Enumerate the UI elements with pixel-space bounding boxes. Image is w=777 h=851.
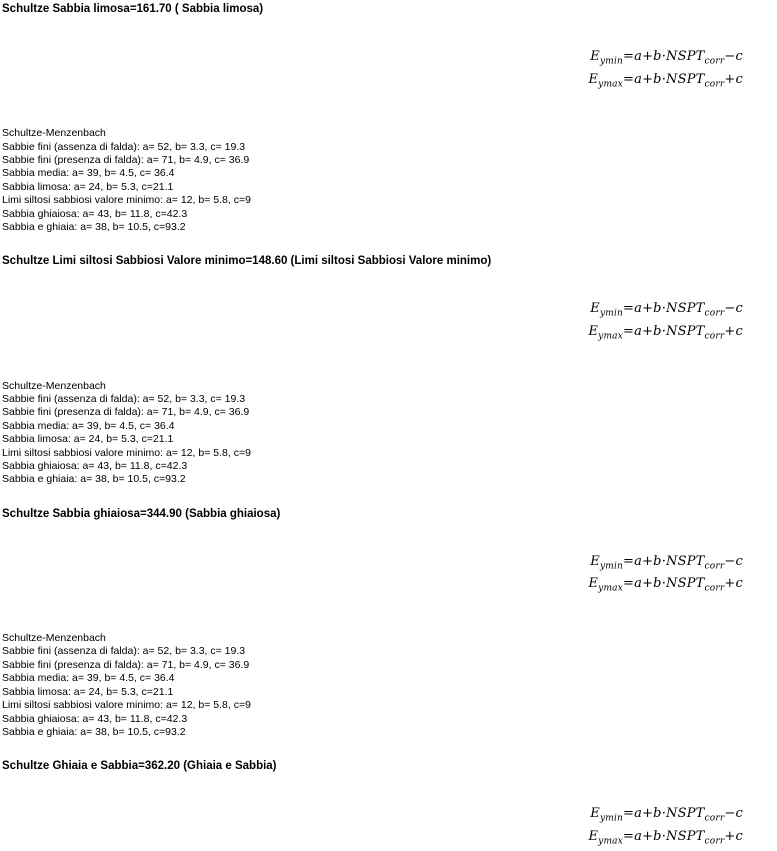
formula-eq: =: [623, 71, 635, 87]
formula-lhs-sub: ymax: [598, 836, 624, 847]
formula-dot: ·: [661, 806, 667, 822]
result-section-4: [0, 739, 777, 850]
formula-line-ymax: [0, 575, 743, 598]
formula-nspt: NSPT: [666, 553, 705, 569]
formula-lhs-sub: ymax: [598, 331, 624, 342]
formula-dot: ·: [661, 576, 667, 592]
params-row: Sabbia ghiaiosa: a= 43, b= 11.8, c=42.3: [2, 712, 188, 725]
formula-a: a: [634, 576, 643, 592]
formula-a: a: [634, 806, 643, 822]
params-row: Sabbia e ghiaia: a= 38, b= 10.5, c=93.2: [2, 221, 186, 234]
formula-b: b: [653, 301, 662, 317]
formula-plus: +: [642, 576, 654, 592]
formula-dot: ·: [661, 553, 667, 569]
formula-nspt-sub: corr: [704, 56, 725, 67]
formula-dot: ·: [661, 828, 667, 844]
params-row: Sabbie fini (presenza di falda): a= 71, b= 4.9, c= 36.9: [2, 154, 250, 166]
params-row: Limi siltosi sabbiosi valore minimo: a= 12, b= 5.8, c=9: [2, 446, 251, 459]
formula-lhs: E: [590, 806, 600, 822]
formula-block: [0, 48, 777, 93]
formula-c: c: [735, 301, 743, 317]
formula-c: c: [735, 49, 743, 64]
result-section-2: [0, 234, 777, 486]
formula-nspt-sub: corr: [704, 584, 725, 595]
params-row: Sabbia limosa: a= 24, b= 5.3, c=21.1: [2, 433, 174, 446]
formula-b: b: [653, 553, 662, 569]
params-row: Sabbie fini (assenza di falda): a= 52, b= 3.3, c= 19.3: [2, 645, 246, 658]
formula-b: b: [653, 71, 662, 87]
formula-dot: ·: [661, 49, 667, 64]
formula-nspt-sub: corr: [704, 331, 725, 342]
formula-nspt-sub: corr: [704, 561, 725, 572]
formula-c: c: [735, 828, 743, 844]
formula-plus-2: +: [724, 324, 736, 340]
formula-plus: +: [642, 301, 654, 317]
result-section-3: [0, 487, 777, 739]
formula-plus-2: +: [724, 71, 736, 87]
formula-lhs-sub: ymin: [599, 309, 624, 320]
formula-line-ymax: [0, 828, 743, 851]
params-block: [0, 632, 777, 739]
formula-plus: +: [642, 806, 654, 822]
params-header: Schultze-Menzenbach: [2, 379, 106, 392]
params-row: Limi siltosi sabbiosi valore minimo: a= 12, b= 5.8, c=9: [2, 194, 251, 207]
formula-b: b: [653, 324, 662, 340]
formula-eq: =: [623, 49, 635, 64]
params-block: [0, 127, 777, 234]
params-row: Sabbia e ghiaia: a= 38, b= 10.5, c=93.2: [2, 473, 186, 486]
formula-nspt: NSPT: [666, 828, 705, 844]
params-row: Limi siltosi sabbiosi valore minimo: a= 12, b= 5.8, c=9: [2, 699, 251, 712]
formula-nspt-sub: corr: [704, 309, 725, 320]
formula-block: [0, 805, 777, 850]
formula-lhs-sub: ymax: [598, 584, 624, 595]
formula-nspt-sub: corr: [704, 836, 725, 847]
formula-plus: +: [642, 828, 654, 844]
formula-minus: −: [724, 301, 736, 317]
formula-a: a: [634, 71, 643, 87]
formula-eq: =: [623, 576, 635, 592]
formula-block: [0, 553, 777, 598]
formula-plus-2: +: [724, 576, 736, 592]
formula-nspt: NSPT: [666, 49, 705, 64]
formula-b: b: [653, 806, 662, 822]
formula-nspt: NSPT: [666, 71, 705, 87]
formula-lhs: E: [590, 553, 600, 569]
formula-plus: +: [642, 71, 654, 87]
params-row: Sabbia media: a= 39, b= 4.5, c= 36.4: [2, 419, 175, 432]
result-section-1: [0, 0, 777, 234]
formula-plus-2: +: [724, 828, 736, 844]
section-title: Schultze Sabbia ghiaiosa=344.90 (Sabbia ghiaiosa): [2, 507, 281, 520]
formula-dot: ·: [661, 71, 667, 87]
section-title: Schultze Ghiaia e Sabbia=362.20 (Ghiaia e Sabbia): [2, 760, 277, 773]
formula-eq: =: [623, 324, 635, 340]
formula-lhs-sub: ymin: [599, 813, 624, 824]
section-title: Schultze Limi siltosi Sabbiosi Valore minimo=148.60 (Limi siltosi Sabbiosi Valore minimo): [2, 255, 492, 268]
formula-nspt-sub: corr: [704, 79, 725, 90]
formula-a: a: [634, 324, 643, 340]
params-row: Sabbie fini (presenza di falda): a= 71, b= 4.9, c= 36.9: [2, 406, 250, 419]
formula-lhs: E: [590, 49, 600, 64]
formula-minus: −: [724, 553, 736, 569]
formula-minus: −: [724, 49, 736, 64]
section-title: Schultze Sabbia limosa=161.70 ( Sabbia limosa): [2, 3, 264, 15]
params-row: Sabbia media: a= 39, b= 4.5, c= 36.4: [2, 672, 175, 685]
params-row: Sabbia ghiaiosa: a= 43, b= 11.8, c=42.3: [2, 207, 188, 220]
formula-lhs: E: [588, 324, 599, 340]
formula-line-ymax: [0, 71, 743, 94]
formula-lhs: E: [588, 828, 599, 844]
formula-lhs-sub: ymin: [599, 561, 624, 572]
formula-lhs-sub: ymin: [599, 56, 624, 67]
formula-nspt: NSPT: [666, 576, 705, 592]
formula-plus: +: [642, 324, 654, 340]
formula-c: c: [735, 806, 743, 822]
formula-line-ymax: [0, 323, 743, 346]
formula-nspt: NSPT: [666, 301, 705, 317]
formula-line-ymin: [0, 553, 743, 576]
formula-eq: =: [623, 806, 635, 822]
formula-c: c: [735, 576, 743, 592]
params-row: Sabbie fini (presenza di falda): a= 71, b= 4.9, c= 36.9: [2, 658, 250, 671]
formula-lhs: E: [590, 301, 600, 317]
formula-minus: −: [724, 806, 736, 822]
formula-c: c: [735, 553, 743, 569]
params-row: Sabbia media: a= 39, b= 4.5, c= 36.4: [2, 167, 175, 180]
params-header: Schultze-Menzenbach: [2, 127, 106, 140]
formula-nspt-sub: corr: [704, 813, 725, 824]
formula-lhs: E: [588, 576, 599, 592]
formula-a: a: [634, 49, 643, 64]
formula-eq: =: [623, 828, 635, 844]
params-row: Sabbia ghiaiosa: a= 43, b= 11.8, c=42.3: [2, 460, 188, 473]
formula-eq: =: [623, 553, 635, 569]
params-row: Sabbie fini (assenza di falda): a= 52, b= 3.3, c= 19.3: [2, 140, 246, 153]
formula-lhs-sub: ymax: [598, 79, 624, 90]
formula-a: a: [634, 553, 643, 569]
formula-nspt: NSPT: [666, 806, 705, 822]
formula-block: [0, 300, 777, 345]
formula-line-ymin: [0, 805, 743, 828]
formula-plus: +: [642, 553, 654, 569]
formula-line-ymin: [0, 48, 743, 71]
formula-eq: =: [623, 301, 635, 317]
params-row: Sabbia limosa: a= 24, b= 5.3, c=21.1: [2, 685, 174, 698]
formula-nspt: NSPT: [666, 324, 705, 340]
params-row: Sabbia limosa: a= 24, b= 5.3, c=21.1: [2, 180, 174, 193]
formula-a: a: [634, 301, 643, 317]
formula-lhs: E: [588, 71, 599, 87]
formula-c: c: [735, 324, 743, 340]
formula-line-ymin: [0, 300, 743, 323]
formula-b: b: [653, 576, 662, 592]
params-row: Sabbia e ghiaia: a= 38, b= 10.5, c=93.2: [2, 725, 186, 738]
formula-a: a: [634, 828, 643, 844]
params-header: Schultze-Menzenbach: [2, 632, 106, 645]
formula-b: b: [653, 49, 662, 64]
params-row: Sabbie fini (assenza di falda): a= 52, b= 3.3, c= 19.3: [2, 393, 246, 406]
formula-dot: ·: [661, 324, 667, 340]
formula-plus: +: [642, 49, 654, 64]
formula-b: b: [653, 828, 662, 844]
formula-c: c: [735, 71, 743, 87]
params-block: [0, 380, 777, 487]
formula-dot: ·: [661, 301, 667, 317]
